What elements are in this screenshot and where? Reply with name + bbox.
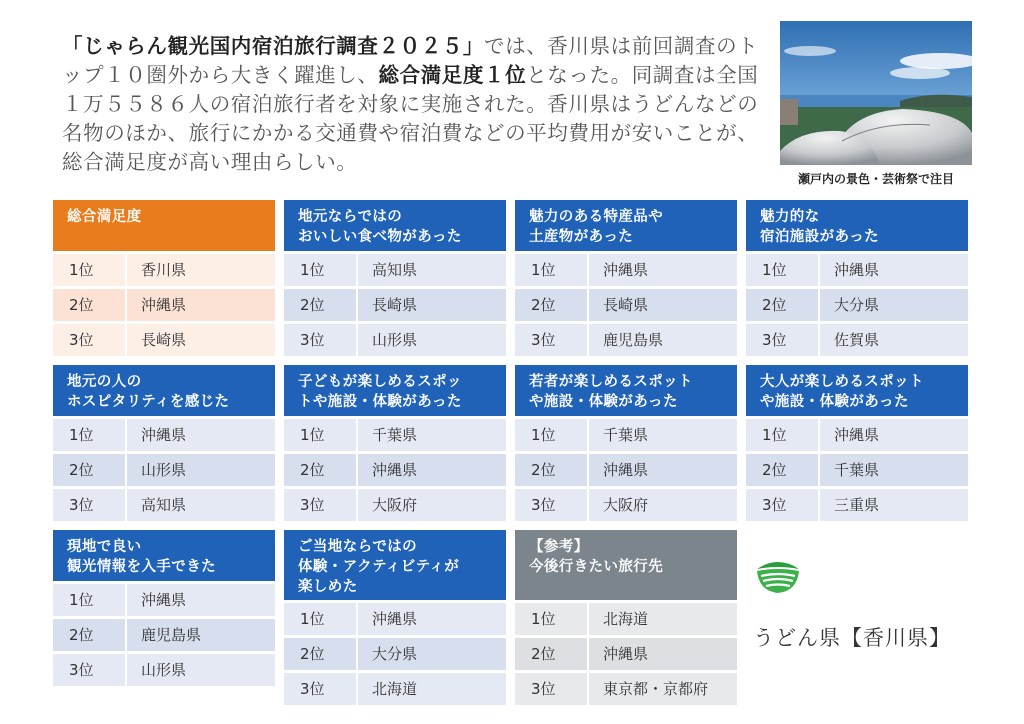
rank-number: 2位 bbox=[284, 638, 356, 670]
rank-row bbox=[746, 254, 968, 286]
rank-row bbox=[53, 324, 275, 356]
rank-list bbox=[284, 254, 506, 356]
intro-text-2: となった。同調査は全国１万５５８６人の宿泊旅行者を対象に実施された。香川県はうどんなどの名物のほか、旅行にかかる交通費や宿泊費などの平均費用が安いことが、総合満足度が高い理由らしい。 bbox=[62, 63, 759, 174]
rank-number: 3位 bbox=[53, 324, 125, 356]
category-title: 若者が楽しめるスポット や施設・体験があった bbox=[515, 365, 737, 416]
prefecture-name: 千葉県 bbox=[358, 419, 506, 451]
prefecture-name: 沖縄県 bbox=[589, 638, 737, 670]
rank-row bbox=[284, 419, 506, 451]
rank-row bbox=[284, 603, 506, 635]
rank-number: 2位 bbox=[515, 289, 587, 321]
category-title: 地元ならではの おいしい食べ物があった bbox=[284, 200, 506, 251]
category-title: 魅力のある特産品や 土産物があった bbox=[515, 200, 737, 251]
rank-row bbox=[284, 254, 506, 286]
category-title: 現地で良い 観光情報を入手できた bbox=[53, 530, 275, 581]
rank-row bbox=[53, 289, 275, 321]
rank-number: 1位 bbox=[746, 254, 818, 286]
rank-number: 3位 bbox=[284, 489, 356, 521]
prefecture-name: 東京都・京都府 bbox=[589, 673, 737, 705]
rank-number: 1位 bbox=[746, 419, 818, 451]
rank-number: 2位 bbox=[746, 454, 818, 486]
rank-number: 1位 bbox=[284, 603, 356, 635]
prefecture-name: 鹿児島県 bbox=[127, 619, 275, 651]
prefecture-name: 佐賀県 bbox=[820, 324, 968, 356]
rank-list bbox=[284, 603, 506, 705]
prefecture-name: 高知県 bbox=[358, 254, 506, 286]
rank-list bbox=[53, 584, 275, 686]
rank-row bbox=[53, 654, 275, 686]
rank-number: 1位 bbox=[515, 603, 587, 635]
rank-row bbox=[53, 489, 275, 521]
rank-row bbox=[284, 454, 506, 486]
rank-row bbox=[746, 419, 968, 451]
survey-name: 「じゃらん観光国内宿泊旅行調査２０２５」 bbox=[62, 34, 484, 58]
prefecture-name: 沖縄県 bbox=[820, 254, 968, 286]
rank-number: 2位 bbox=[53, 454, 125, 486]
prefecture-name: 鹿児島県 bbox=[589, 324, 737, 356]
prefecture-name: 沖縄県 bbox=[820, 419, 968, 451]
category-youth-spots bbox=[515, 365, 737, 521]
rank-number: 1位 bbox=[284, 254, 356, 286]
prefecture-name: 高知県 bbox=[127, 489, 275, 521]
rank-number: 3位 bbox=[515, 489, 587, 521]
rank-number: 2位 bbox=[284, 454, 356, 486]
rank-row bbox=[284, 638, 506, 670]
intro-text-1: では、香川県は前回調査のトップ１０圏外から大きく躍進し、 bbox=[62, 34, 759, 87]
prefecture-name: 山形県 bbox=[127, 654, 275, 686]
rank-list bbox=[746, 254, 968, 356]
prefecture-name: 三重県 bbox=[820, 489, 968, 521]
rank-list bbox=[746, 419, 968, 521]
category-accommodation bbox=[746, 200, 968, 356]
category-kids-spots bbox=[284, 365, 506, 521]
category-hospitality bbox=[53, 365, 275, 521]
prefecture-name: 沖縄県 bbox=[127, 289, 275, 321]
rank-number: 2位 bbox=[284, 289, 356, 321]
prefecture-name: 千葉県 bbox=[820, 454, 968, 486]
rank-number: 2位 bbox=[515, 638, 587, 670]
intro-paragraph bbox=[62, 32, 762, 177]
category-title: ご当地ならではの 体験・アクティビティが 楽しめた bbox=[284, 530, 506, 600]
rank-row bbox=[515, 454, 737, 486]
photo-caption: 瀬戸内の景色・芸術祭で注目 bbox=[797, 172, 954, 186]
rank-row bbox=[53, 584, 275, 616]
rank-row bbox=[746, 324, 968, 356]
rank-number: 3位 bbox=[53, 489, 125, 521]
prefecture-name: 大阪府 bbox=[589, 489, 737, 521]
rank-row bbox=[284, 673, 506, 705]
rank-number: 2位 bbox=[53, 289, 125, 321]
prefecture-name: 沖縄県 bbox=[358, 454, 506, 486]
rank-number: 3位 bbox=[515, 324, 587, 356]
prefecture-name: 沖縄県 bbox=[589, 454, 737, 486]
prefecture-name: 山形県 bbox=[127, 454, 275, 486]
prefecture-name: 山形県 bbox=[358, 324, 506, 356]
rank-list bbox=[515, 254, 737, 356]
rank-number: 1位 bbox=[515, 419, 587, 451]
rank-row bbox=[53, 619, 275, 651]
prefecture-name: 長崎県 bbox=[589, 289, 737, 321]
rank-row bbox=[53, 454, 275, 486]
prefecture-name: 長崎県 bbox=[127, 324, 275, 356]
rank-number: 1位 bbox=[284, 419, 356, 451]
rank-list bbox=[53, 419, 275, 521]
rank-row bbox=[284, 289, 506, 321]
prefecture-name: 沖縄県 bbox=[589, 254, 737, 286]
prefecture-name: 沖縄県 bbox=[127, 584, 275, 616]
prefecture-name: 沖縄県 bbox=[127, 419, 275, 451]
category-title: 魅力的な 宿泊施設があった bbox=[746, 200, 968, 251]
rank-row bbox=[746, 489, 968, 521]
rank-row bbox=[746, 289, 968, 321]
category-title: 総合満足度 bbox=[53, 200, 275, 251]
rank-number: 2位 bbox=[746, 289, 818, 321]
rank-row bbox=[515, 603, 737, 635]
category-specialty-products bbox=[515, 200, 737, 356]
category-title: 地元の人の ホスピタリティを感じた bbox=[53, 365, 275, 416]
prefecture-name: 大分県 bbox=[358, 638, 506, 670]
setouchi-photo bbox=[780, 21, 972, 165]
rank-number: 3位 bbox=[515, 673, 587, 705]
category-overall-satisfaction bbox=[53, 200, 275, 356]
udon-bowl-icon bbox=[753, 549, 803, 599]
category-adult-spots bbox=[746, 365, 968, 521]
category-future-destinations bbox=[515, 530, 737, 705]
category-title: 【参考】 今後行きたい旅行先 bbox=[515, 530, 737, 600]
category-local-activities bbox=[284, 530, 506, 705]
udon-prefecture-label: うどん県【香川県】 bbox=[753, 626, 951, 650]
rank-row bbox=[284, 324, 506, 356]
rank-row bbox=[515, 489, 737, 521]
rank-row bbox=[515, 419, 737, 451]
prefecture-name: 香川県 bbox=[127, 254, 275, 286]
rank-list bbox=[53, 254, 275, 356]
rank-row bbox=[53, 419, 275, 451]
rank-number: 2位 bbox=[515, 454, 587, 486]
rank-number: 3位 bbox=[746, 324, 818, 356]
rank-number: 3位 bbox=[284, 673, 356, 705]
rank-number: 1位 bbox=[53, 419, 125, 451]
rank-number: 1位 bbox=[515, 254, 587, 286]
rank-row bbox=[284, 489, 506, 521]
prefecture-name: 千葉県 bbox=[589, 419, 737, 451]
prefecture-name: 長崎県 bbox=[358, 289, 506, 321]
rank-number: 1位 bbox=[53, 584, 125, 616]
rank-row bbox=[515, 673, 737, 705]
rank-number: 2位 bbox=[53, 619, 125, 651]
rank-row bbox=[746, 454, 968, 486]
prefecture-name: 沖縄県 bbox=[358, 603, 506, 635]
highlight-satisfaction: 総合満足度１位 bbox=[378, 63, 527, 87]
rank-row bbox=[515, 324, 737, 356]
category-title: 子どもが楽しめるスポッ トや施設・体験があった bbox=[284, 365, 506, 416]
prefecture-name: 北海道 bbox=[589, 603, 737, 635]
rank-row bbox=[53, 254, 275, 286]
category-tourist-info bbox=[53, 530, 275, 686]
prefecture-name: 大阪府 bbox=[358, 489, 506, 521]
rank-row bbox=[515, 254, 737, 286]
rank-number: 3位 bbox=[284, 324, 356, 356]
category-title: 大人が楽しめるスポット や施設・体験があった bbox=[746, 365, 968, 416]
rank-number: 1位 bbox=[53, 254, 125, 286]
prefecture-name: 北海道 bbox=[358, 673, 506, 705]
rank-list bbox=[284, 419, 506, 521]
prefecture-name: 大分県 bbox=[820, 289, 968, 321]
rank-list bbox=[515, 603, 737, 705]
rank-number: 3位 bbox=[746, 489, 818, 521]
rank-row bbox=[515, 289, 737, 321]
rank-row bbox=[515, 638, 737, 670]
category-local-food bbox=[284, 200, 506, 356]
rank-list bbox=[515, 419, 737, 521]
rank-number: 3位 bbox=[53, 654, 125, 686]
